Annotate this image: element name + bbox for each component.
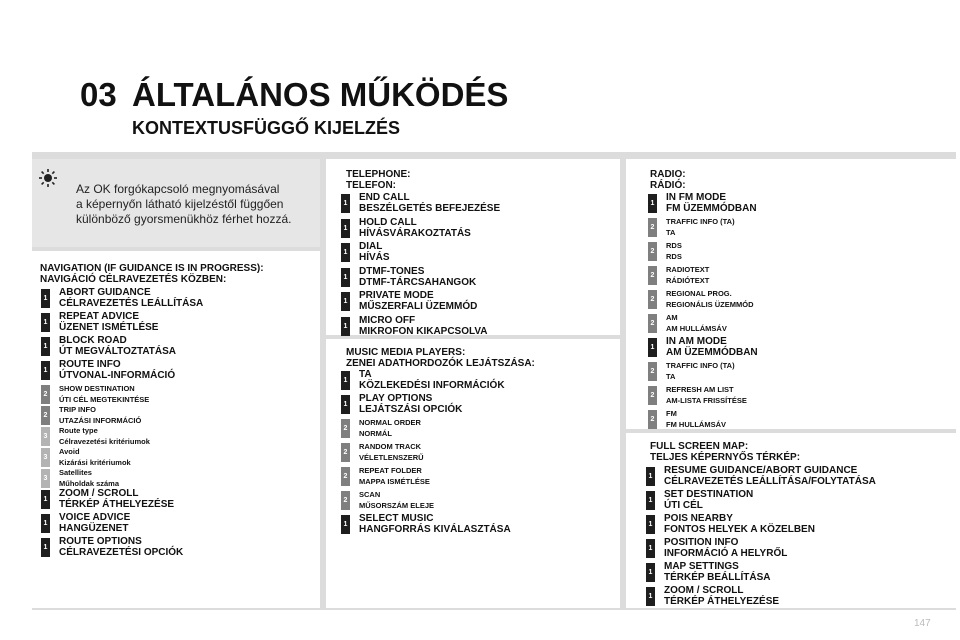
menu-item-label	[59, 488, 174, 510]
label-hu: MŰSZERFALI ÜZEMMÓD	[359, 301, 478, 312]
menu-level-badge: 1	[646, 491, 655, 510]
title-line: MUSIC MEDIA PLAYERS:	[346, 347, 466, 358]
menu-item-label	[664, 585, 779, 607]
label-en: Route type	[59, 426, 98, 435]
menu-level-badge: 1	[341, 371, 350, 390]
intro-line: különböző gyorsmenükhöz férhet hozzá.	[76, 212, 292, 226]
menu-level-badge: 1	[341, 243, 350, 262]
label-hu: MŰSORSZÁM ELEJE	[359, 501, 435, 510]
label-hu: HÍVÁS	[359, 252, 390, 263]
menu-level-badge: 1	[646, 563, 655, 582]
menu-level-badge: 1	[646, 467, 655, 486]
menu-item-label	[359, 393, 462, 415]
label-en: Avoid	[59, 447, 80, 456]
label-hu: ÚTI CÉL	[664, 500, 703, 511]
label-en: ZOOM / SCROLL	[664, 585, 744, 596]
menu-level-badge: 1	[41, 514, 50, 533]
menu-level-badge: 2	[648, 410, 657, 429]
label-en: RDS	[666, 241, 682, 250]
menu-item-label	[359, 192, 500, 214]
menu-item-label	[664, 513, 815, 535]
label-en: BLOCK ROAD	[59, 335, 127, 346]
menu-level-badge: 2	[41, 385, 50, 404]
menu-level-badge: 1	[341, 268, 350, 287]
menu-item-label	[666, 384, 747, 406]
label-en: RANDOM TRACK	[359, 442, 422, 451]
label-en: REPEAT FOLDER	[359, 466, 422, 475]
label-en: IN AM MODE	[666, 336, 727, 347]
label-hu: ÚT MEGVÁLTOZTATÁSA	[59, 346, 177, 357]
menu-item-label	[666, 360, 735, 382]
menu-level-badge: 2	[648, 314, 657, 333]
label-hu: INFORMÁCIÓ A HELYRŐL	[664, 548, 788, 559]
menu-item-label	[359, 465, 430, 487]
menu-level-badge: 2	[341, 467, 350, 486]
menu-level-badge: 1	[41, 313, 50, 332]
label-hu: VÉLETLENSZERŰ	[359, 453, 424, 462]
label-hu: MIKROFON KIKAPCSOLVA	[359, 325, 488, 337]
label-hu: RÁDIÓTEXT	[666, 276, 710, 285]
label-hu: Műholdak száma	[59, 479, 120, 488]
menu-item-label	[666, 216, 735, 238]
menu-item-label	[59, 446, 131, 468]
label-hu: REGIONÁLIS ÜZEMMÓD	[666, 300, 754, 309]
label-en: SHOW DESTINATION	[59, 384, 135, 393]
menu-item-label	[59, 383, 149, 405]
label-hu: Kizárási kritériumok	[59, 458, 131, 467]
menu-level-badge: 1	[341, 395, 350, 414]
label-hu: HÍVÁSVÁRAKOZTATÁS	[359, 227, 471, 239]
label-hu: CÉLRAVEZETÉS LEÁLLÍTÁSA/FOLYTATÁSA	[664, 476, 876, 487]
radio-title	[650, 169, 686, 191]
menu-level-badge: 2	[648, 242, 657, 261]
label-hu: AM-LISTA FRISSÍTÉSE	[666, 396, 747, 405]
label-en: POIS NEARBY	[664, 513, 733, 524]
label-hu: DTMF-TÁRCSAHANGOK	[359, 276, 477, 288]
label-hu: FONTOS HELYEK A KÖZELBEN	[664, 524, 815, 535]
label-en: SET DESTINATION	[664, 489, 754, 500]
label-en: Satellites	[59, 468, 92, 477]
label-en: POSITION INFO	[664, 537, 739, 548]
menu-item-label	[359, 241, 390, 263]
menu-item-label	[664, 465, 876, 487]
menu-item-label	[359, 290, 477, 312]
title-line: TELEPHONE:	[346, 169, 411, 180]
label-hu: FM ÜZEMMÓDBAN	[666, 203, 757, 214]
label-en: TRIP INFO	[59, 405, 96, 414]
intro-text	[76, 182, 312, 227]
label-en: ZOOM / SCROLL	[59, 488, 139, 499]
label-hu: Célravezetési kritériumok	[59, 437, 150, 446]
menu-item-label	[666, 408, 726, 430]
menu-item-label	[666, 192, 757, 214]
label-en: RESUME GUIDANCE/ABORT GUIDANCE	[664, 465, 858, 476]
menu-item-label	[59, 536, 183, 558]
label-en: DTMF-TONES	[359, 265, 425, 277]
label-en: PLAY OPTIONS	[359, 393, 433, 404]
menu-item-label	[59, 287, 203, 309]
menu-level-badge: 1	[646, 587, 655, 606]
menu-item-label	[359, 417, 421, 439]
menu-item-label	[666, 336, 758, 358]
menu-level-badge: 2	[41, 406, 50, 425]
label-en: END CALL	[359, 192, 410, 203]
label-en: SELECT MUSIC	[359, 513, 434, 524]
menu-item-label	[59, 512, 130, 534]
label-en: MICRO OFF	[359, 314, 416, 326]
menu-item-label	[666, 264, 709, 286]
title-line: NAVIGATION (IF GUIDANCE IS IN PROGRESS):	[40, 263, 264, 274]
label-hu: TÉRKÉP ÁTHELYEZÉSE	[664, 596, 780, 607]
title-line: RADIO:	[650, 169, 686, 180]
menu-item-label	[666, 240, 682, 262]
label-en: ABORT GUIDANCE	[59, 287, 151, 298]
menu-level-badge: 2	[648, 362, 657, 381]
menu-item-label	[359, 266, 476, 288]
menu-level-badge: 3	[41, 448, 50, 467]
menu-level-badge: 1	[341, 515, 350, 534]
menu-item-label	[666, 312, 727, 334]
label-hu: ÜZENET ISMÉTLÉSE	[59, 322, 159, 333]
music-title	[346, 347, 535, 369]
menu-item-label	[59, 404, 141, 426]
menu-item-label	[664, 561, 771, 583]
menu-item-label	[59, 335, 176, 357]
label-hu: TA	[666, 372, 676, 381]
label-en: NORMAL ORDER	[359, 418, 421, 427]
menu-item-label	[359, 217, 471, 239]
label-en: AM	[666, 313, 678, 322]
menu-item-label	[666, 288, 754, 310]
menu-item-label	[59, 467, 119, 489]
intro-line: a képernyőn látható kijelzéstől függően	[76, 197, 284, 211]
label-hu: HANGÜZENET	[59, 523, 129, 534]
navigation-title	[40, 263, 264, 285]
chapter-number: 03	[80, 76, 117, 113]
menu-level-badge: 2	[648, 290, 657, 309]
label-en: FM	[666, 409, 677, 418]
label-hu: LEJÁTSZÁSI OPCIÓK	[359, 404, 463, 415]
menu-item-label	[359, 369, 505, 391]
fullscreen-title	[650, 441, 800, 463]
label-en: TA	[359, 369, 372, 380]
title-line: FULL SCREEN MAP:	[650, 441, 749, 452]
label-en: HOLD CALL	[359, 216, 417, 228]
label-en: ROUTE OPTIONS	[59, 536, 142, 547]
menu-level-badge: 1	[41, 490, 50, 509]
menu-item-label	[359, 513, 511, 535]
label-hu: UTAZÁSI INFORMÁCIÓ	[59, 416, 142, 425]
title-line: ZENEI ADATHORDOZÓK LEJÁTSZÁSA:	[346, 358, 535, 369]
menu-level-badge: 1	[646, 539, 655, 558]
label-en: ROUTE INFO	[59, 359, 121, 370]
label-hu: TA	[666, 228, 676, 237]
label-hu: CÉLRAVEZETÉS LEÁLLÍTÁSA	[59, 298, 204, 309]
menu-item-label	[359, 489, 434, 511]
label-en: TRAFFIC INFO (TA)	[666, 361, 735, 370]
menu-level-badge: 3	[41, 427, 50, 446]
label-hu: AM HULLÁMSÁV	[666, 324, 727, 333]
menu-item-label	[359, 315, 488, 337]
label-en: REFRESH AM LIST	[666, 385, 734, 394]
menu-item-label	[59, 311, 158, 333]
menu-level-badge: 1	[648, 194, 657, 213]
label-hu: TÉRKÉP BEÁLLÍTÁSA	[664, 572, 771, 583]
label-hu: BESZÉLGETÉS BEFEJEZÉSE	[359, 203, 501, 214]
menu-level-badge: 1	[41, 337, 50, 356]
menu-item-label	[59, 425, 150, 447]
label-hu: HANGFORRÁS KIVÁLASZTÁSA	[359, 524, 511, 535]
menu-level-badge: 1	[646, 515, 655, 534]
menu-level-badge: 2	[648, 386, 657, 405]
intro-line: Az OK forgókapcsoló megnyomásával	[76, 182, 280, 196]
label-en: DIAL	[359, 241, 383, 252]
telephone-title	[346, 169, 410, 191]
page-title: ÁLTALÁNOS MŰKÖDÉS	[132, 76, 509, 113]
page-subtitle: KONTEXTUSFÜGGŐ KIJELZÉS	[132, 118, 401, 138]
label-en: RADIOTEXT	[666, 265, 710, 274]
menu-level-badge: 1	[41, 289, 50, 308]
menu-level-badge: 2	[341, 419, 350, 438]
menu-item-label	[59, 359, 175, 381]
menu-item-label	[664, 537, 787, 559]
menu-level-badge: 3	[41, 469, 50, 488]
label-en: REGIONAL PROG.	[666, 289, 732, 298]
label-hu: MAPPA ISMÉTLÉSE	[359, 477, 430, 486]
menu-level-badge: 1	[341, 317, 350, 336]
menu-level-badge: 2	[648, 266, 657, 285]
title-line: TELEFON:	[346, 180, 396, 191]
menu-level-badge: 1	[341, 292, 350, 311]
menu-level-badge: 2	[341, 491, 350, 510]
menu-level-badge: 1	[41, 361, 50, 380]
label-hu: FM HULLÁMSÁV	[666, 420, 726, 429]
label-en: REPEAT ADVICE	[59, 311, 140, 322]
label-hu: CÉLRAVEZETÉSI OPCIÓK	[59, 547, 184, 558]
label-en: IN FM MODE	[666, 192, 726, 203]
label-hu: ÚTI CÉL MEGTEKINTÉSE	[59, 395, 150, 404]
title-line: RÁDIÓ:	[650, 180, 686, 191]
sun-icon	[38, 168, 58, 188]
label-hu: TÉRKÉP ÁTHELYEZÉSE	[59, 499, 175, 510]
label-en: TRAFFIC INFO (TA)	[666, 217, 735, 226]
label-hu: RDS	[666, 252, 682, 261]
menu-level-badge: 1	[41, 538, 50, 557]
label-hu: ÚTVONAL-INFORMÁCIÓ	[59, 370, 176, 381]
menu-level-badge: 2	[341, 443, 350, 462]
label-hu: NORMÁL	[359, 429, 392, 438]
label-en: PRIVATE MODE	[359, 290, 434, 301]
menu-item-label	[359, 441, 424, 463]
menu-item-label	[664, 489, 753, 511]
label-en: VOICE ADVICE	[59, 512, 131, 523]
label-en: SCAN	[359, 490, 381, 499]
label-hu: AM ÜZEMMÓDBAN	[666, 347, 758, 358]
menu-level-badge: 1	[648, 338, 657, 357]
title-line: TELJES KÉPERNYŐS TÉRKÉP:	[650, 452, 801, 463]
menu-level-badge: 1	[341, 219, 350, 238]
title-line: NAVIGÁCIÓ CÉLRAVEZETÉS KÖZBEN:	[40, 274, 227, 285]
label-hu: KÖZLEKEDÉSI INFORMÁCIÓK	[359, 380, 505, 391]
menu-level-badge: 1	[341, 194, 350, 213]
page-number: 147	[914, 618, 931, 629]
label-en: MAP SETTINGS	[664, 561, 739, 572]
menu-level-badge: 2	[648, 218, 657, 237]
